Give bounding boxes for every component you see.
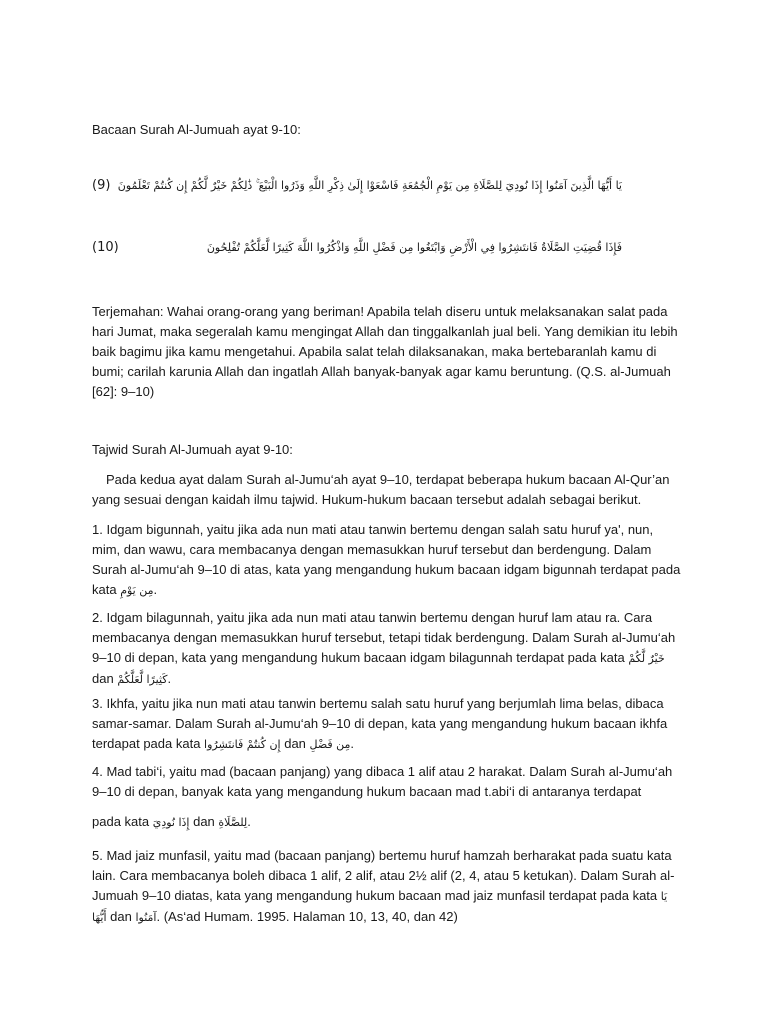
ayah-10-arabic: فَإِذَا قُضِيَتِ الصَّلَاةُ فَانتَشِرُوا فِي الْأَرْضِ وَابْتَغُوا مِن فَضْلِ اللَّهِ وَاذْكُرُوا اللَّهَ كَثِيرًا لَّعَلَّكُمْ تُفْلِحُونَ <box>206 241 622 254</box>
item-4-text-2: pada kata <box>92 814 153 829</box>
list-item <box>92 520 682 601</box>
item-1-end: . <box>153 582 158 597</box>
item-5-arabic-1: يَا أَيُّهَا <box>92 890 668 924</box>
item-1-text: 1. Idgam bigunnah, yaitu jika ada nun mati atau tanwin bertemu dengan salah satu huruf ya', nun, mim, dan wawu, cara membacanya dengan memasukkan huruf tersebut dan berdengung. Dalam Surah al-Jumu‘ah 9–10 di atas, kata yang mengandung hukum bacaan idgam bigunnah terdapat pada kata <box>92 522 681 597</box>
list-item <box>92 694 682 755</box>
item-5-mid: dan <box>106 909 136 924</box>
item-3-end: . <box>350 736 355 751</box>
list-item <box>92 608 682 690</box>
list-item-continuation <box>92 812 682 833</box>
ayah-10 <box>92 238 622 258</box>
item-4-mid: dan <box>189 814 219 829</box>
item-4-text: 4. Mad tabi‘i, yaitu mad (bacaan panjang) yang dibaca 1 alif atau 2 harakat. Dalam Surah al-Jumu‘ah 9–10 di depan, banyak kata yang mengandung hukum bacaan mad t.abi‘i di antaranya terdapat <box>92 764 673 799</box>
item-2-end: . <box>167 671 172 686</box>
ayah-9-arabic: يَا أَيُّهَا الَّذِينَ آمَنُوا إِذَا نُودِيَ لِلصَّلَاةِ مِن يَوْمِ الْجُمُعَةِ فَاسْعَوْا إِلَىٰ ذِكْرِ اللَّهِ وَذَرُوا الْبَيْعَ ۚ ذَٰلِكُمْ خَيْرٌ لَّكُمْ إِن كُنتُمْ تَعْلَمُونَ <box>117 179 622 192</box>
item-2-text: 2. Idgam bilagunnah, yaitu jika ada nun mati atau tanwin bertemu dengan huruf lam atau ra. Cara membacanya dengan memasukkan huruf tersebut, tetapi tidak berdengung. Dalam Surah al-Jumu‘ah 9–10 di depan, kata yang mengandung hukum bacaan idgam bilagunnah terdapat pada kata <box>92 610 676 665</box>
ayah-10-number: (10) <box>92 240 119 255</box>
heading-tajwid: Tajwid Surah Al-Jumuah ayat 9-10: <box>92 442 293 457</box>
item-3-arabic-1: إِن كُنتُمْ فَانتَشِرُوا <box>204 738 281 751</box>
heading-bacaan: Bacaan Surah Al-Jumuah ayat 9-10: <box>92 122 301 137</box>
list-item <box>92 762 682 802</box>
terjemahan-paragraph: Terjemahan: Wahai orang-orang yang beriman! Apabila telah diseru untuk melaksanakan salat pada hari Jumat, maka segeralah kamu mengingat Allah dan tinggalkanlah jual beli. Yang demikian itu lebih baik bagimu jika kamu mengetahui. Apabila salat telah dilaksanakan, maka bertebaranlah kamu di bumi; carilah karunia Allah dan ingatlah Allah banyak-banyak agar kamu beruntung. (Q.S. al-Jumuah [62]: 9–10) <box>92 304 678 399</box>
item-5-text: 5. Mad jaiz munfasil, yaitu mad (bacaan panjang) bertemu huruf hamzah berharakat pada suatu kata lain. Cara membacanya boleh dibaca 1 alif, 2 alif, atau 2½ alif (2, 4, atau 5 ketukan). Dalam Surah al-Jumuah 9–10 diatas, kata yang mengandung hukum bacaan mad jaiz munfasil terdapat pada kata <box>92 848 675 903</box>
item-4-arabic-2: لِلصَّلَاةِ <box>218 816 248 829</box>
item-3-text: 3. Ikhfa, yaitu jika nun mati atau tanwin bertemu salah satu huruf yang berjumlah lima belas, dibaca samar-samar. Dalam Surah al-Jumu‘ah 9–10 di depan, kata yang mengandung hukum bacaan ikhfa terdapat pada kata <box>92 696 668 751</box>
item-2-arabic-1: خَيْرٌ لَّكُمْ <box>628 652 665 665</box>
ayah-9-number: (9) <box>92 178 111 193</box>
item-5-end: . (As‘ad Humam. 1995. Halaman 10, 13, 40, dan 42) <box>156 909 458 924</box>
item-4-end: . <box>247 814 251 829</box>
intro-paragraph: Pada kedua ayat dalam Surah al-Jumu‘ah ayat 9–10, terdapat beberapa hukum bacaan Al-Qur’an yang sesuai dengan kaidah ilmu tajwid. Hukum-hukum bacaan tersebut adalah sebagai berikut. <box>92 472 670 507</box>
item-2-mid: dan <box>92 671 118 686</box>
list-item <box>92 846 682 928</box>
item-3-mid: dan <box>280 736 310 751</box>
item-2-arabic-2: كَثِيرًا لَّعَلَّكُمْ <box>117 673 168 686</box>
item-5-arabic-2: آمَنُوا <box>135 911 157 924</box>
item-3-arabic-2: مِن فَضْلِ <box>309 738 351 751</box>
item-4-arabic-1: إِذَا نُودِيَ <box>152 816 190 829</box>
ayah-9 <box>92 176 622 196</box>
item-1-arabic-1: مِن يَوْمِ <box>120 584 154 597</box>
